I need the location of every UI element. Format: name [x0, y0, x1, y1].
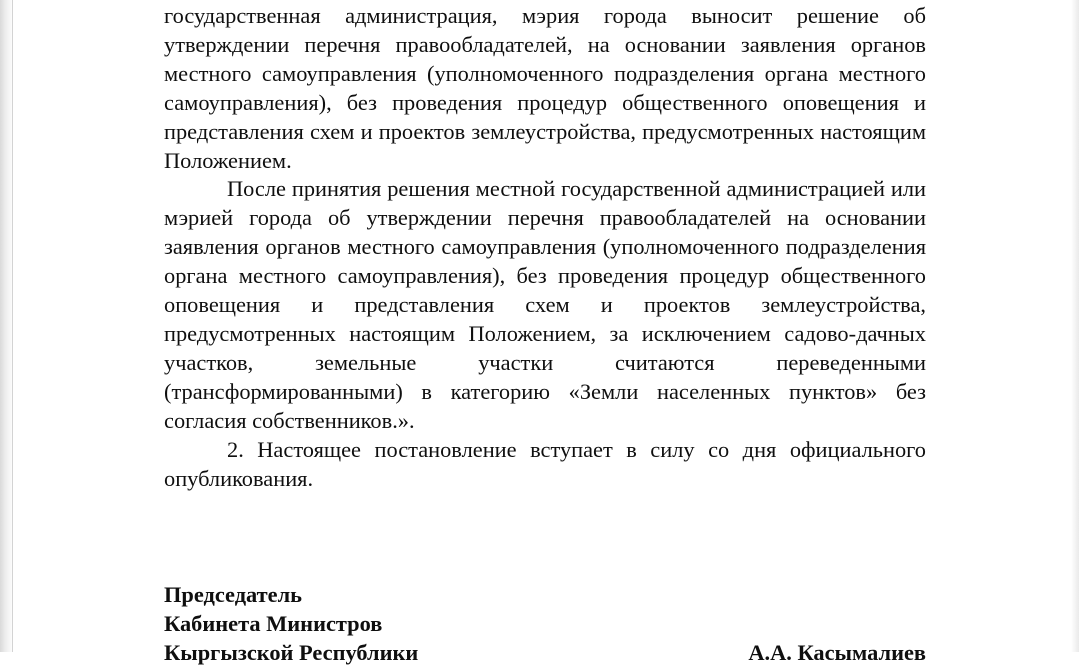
paragraph-after-decision: После принятия решения местной государственной администрацией или мэрией города об утверждении перечня правообладателей на основании заявления органов местного самоуправления (уполномоченного подразделения органа местного самоуправления), без проведения процедур общественного оповещения и представления схем и проектов землеустройства, предусмотренных настоящим Положением, за исключением садово-дачных участков, земельные участки считаются переведенными (трансформированными) в категорию «Земли населенных пунктов» без согласия собственников.». — [164, 176, 926, 433]
signature-title-line3: Кыргызской Республики — [164, 639, 419, 665]
document-body — [164, 2, 926, 493]
signature-title-line1: Председатель — [164, 582, 302, 607]
page-right-edge — [1071, 0, 1079, 652]
signature-block — [164, 581, 926, 668]
paragraph-continued: государственная администрация, мэрия города выносит решение об утверждении перечня правообладателей, на основании заявления органов местного самоуправления (уполномоченного подразделения органа местного самоуправления), без проведения процедур общественного оповещения и представления схем и проектов землеустройства, предусмотренных настоящим Положением. — [164, 3, 926, 173]
item-2-paragraph: 2. Настоящее постановление вступает в силу со дня официального опубликования. — [164, 436, 926, 491]
signature-title-line2: Кабинета Министров — [164, 610, 383, 636]
page-edge-line — [12, 0, 13, 652]
signatory-name: А.А. Касымалиев — [748, 639, 926, 665]
signature-row — [164, 639, 926, 668]
